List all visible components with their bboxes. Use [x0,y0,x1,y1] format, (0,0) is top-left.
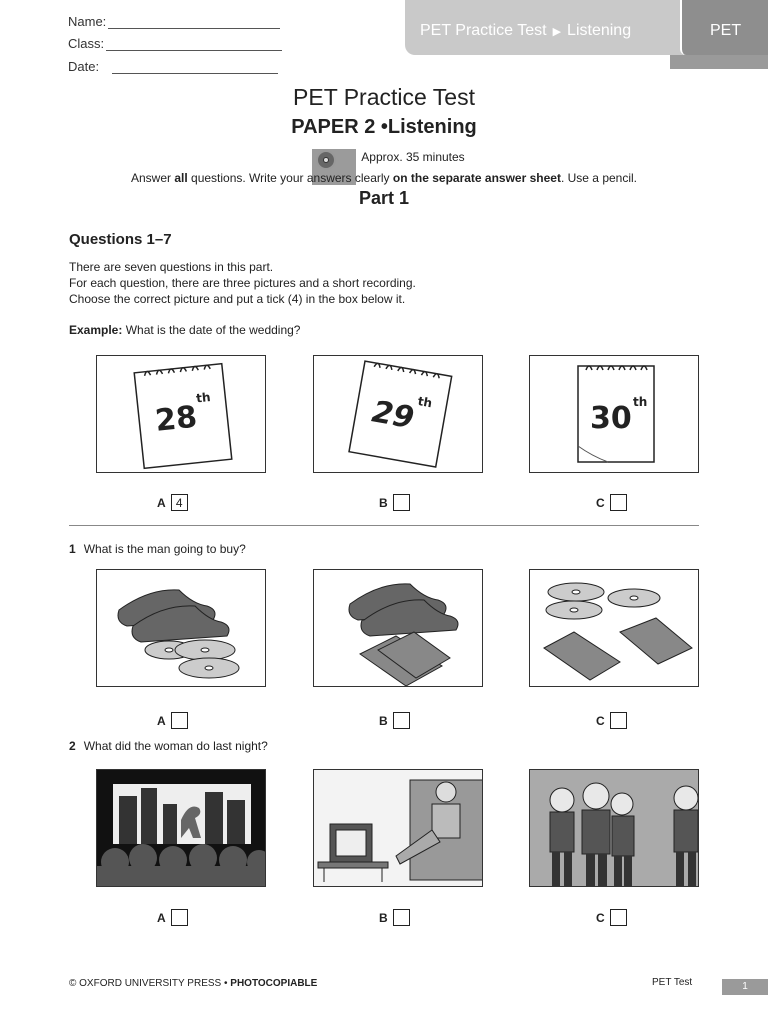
breadcrumb-test: PET Practice Test [420,22,547,39]
q1-answer-box-c[interactable] [610,712,627,729]
q2-picture-a [96,769,266,887]
q1-option-c: C [596,712,627,729]
class-field [68,36,282,51]
cinema-icon [97,770,266,887]
page-number: 1 [722,979,768,995]
q1-option-b: B [379,712,410,729]
q2-answer-box-a[interactable] [171,909,188,926]
name-label: Name: [68,14,107,29]
example-picture-a [96,355,266,473]
example-picture-c [529,355,699,473]
q1-option-a: A [157,712,188,729]
example-option-b: B [379,494,410,511]
q2-picture-b [313,769,483,887]
svg-text:th: th [195,390,212,406]
svg-text:30: 30 [590,401,632,436]
footer-test-label: PET Test [652,977,693,988]
example-label: Example: [69,323,123,337]
shoes-and-books-icon [314,570,483,687]
instructions: Answer all questions. Write your answers clearly on the separate answer sheet. Use a pencil. [130,171,638,185]
question-1: 1 What is the man going to buy? [69,542,246,556]
svg-text:29: 29 [369,394,417,437]
intro-line-2: For each question, there are three pictures and a short recording. [69,276,416,290]
part-heading: Part 1 [358,188,410,208]
svg-text:28: 28 [153,399,199,439]
name-line [108,15,280,29]
intro-line-1: There are seven questions in this part. [69,260,274,274]
q1-answer-box-b[interactable] [393,712,410,729]
time-note: Approx. 35 minutes [361,150,465,164]
intro-line-3: Choose the correct picture and put a tick (4) in the box below it. [69,292,406,306]
divider [69,525,699,526]
date-line [112,60,278,74]
shoes-and-cds-icon [97,570,266,687]
arrow-right-icon: ▶ [552,25,562,38]
header-strip [670,55,768,69]
q2-answer-box-b[interactable] [393,909,410,926]
example-answer-box-b[interactable] [393,494,410,511]
date-field [68,59,278,74]
q2-option-b: B [379,909,410,926]
example-option-a: A 4 [157,494,188,511]
date-label: Date: [68,59,100,74]
footer-copyright: © OXFORD UNIVERSITY PRESS • PHOTOCOPIABLE [69,978,318,989]
q2-answer-box-c[interactable] [610,909,627,926]
class-line [106,37,282,51]
example-option-c: C [596,494,627,511]
name-field [68,14,280,29]
party-people-icon [530,770,699,887]
example-picture-b [313,355,483,473]
q1-picture-c [529,569,699,687]
svg-text:th: th [416,393,434,411]
page-title: PET Practice Test [293,84,475,110]
q2-picture-c [529,769,699,887]
example-answer-box-a[interactable]: 4 [171,494,188,511]
calendar-28-icon [97,356,266,473]
paper-title: PAPER 2 •Listening [291,116,477,138]
questions-heading: Questions 1–7 [69,231,172,248]
cds-and-books-icon [530,570,699,687]
example-answer-box-c[interactable] [610,494,627,511]
calendar-30-icon [530,356,699,473]
q1-picture-b [313,569,483,687]
breadcrumb-section: Listening [567,22,632,39]
q2-option-c: C [596,909,627,926]
breadcrumb [420,22,631,40]
question-2: 2 What did the woman do last night? [69,739,268,753]
q2-option-a: A [157,909,188,926]
class-label: Class: [68,36,105,51]
q1-answer-box-a[interactable] [171,712,188,729]
calendar-29-icon [314,356,483,473]
woman-watching-tv-icon [314,770,483,887]
q1-picture-a [96,569,266,687]
example-question: What is the date of the wedding? [125,323,301,337]
svg-text:th: th [633,395,648,409]
example-prompt [69,323,300,337]
header-badge: PET [710,22,742,39]
